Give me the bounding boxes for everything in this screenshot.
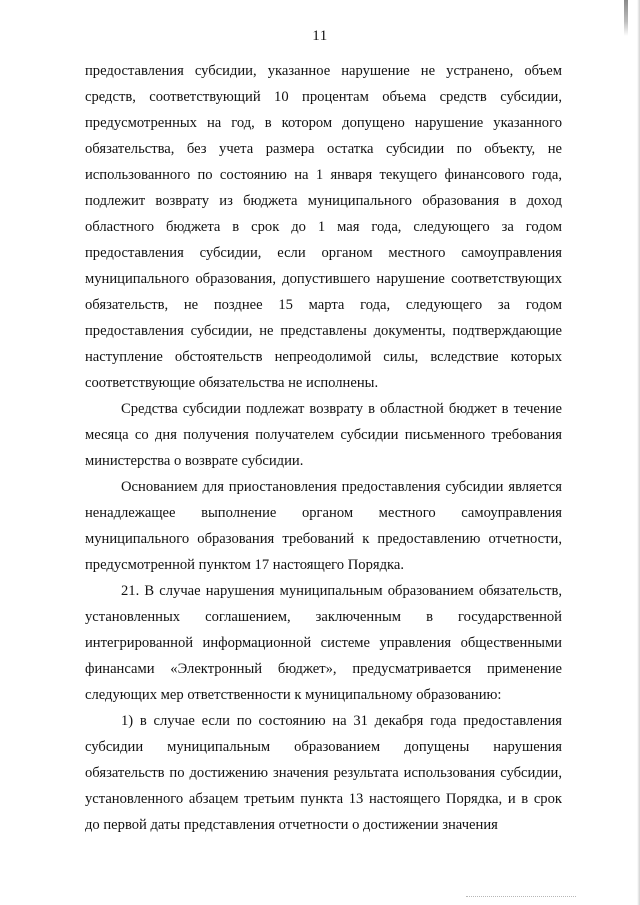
scan-bottom-mark <box>466 896 576 899</box>
paragraph-refund-terms: Средства субсидии подлежат возврату в областной бюджет в течение месяца со дня получения получателем субсидии письменного требования министерства о возврате субсидии. <box>85 401 562 469</box>
document-body <box>85 58 562 838</box>
paragraph-item-21: 21. В случае нарушения муниципальным образованием обязательств, установленных соглашением, заключенным в государственной интегрированной информационной системе управления общественными финансами «Электронный бюджет», предусматривается применение следующих мер ответственности к муниципальному образованию: <box>85 583 562 703</box>
paragraph-suspension-grounds: Основанием для приостановления предоставления субсидии является ненадлежащее выполнение органом местного самоуправления муниципального образования требований к предоставлению отчетности, предусмотренной пунктом 17 настоящего Порядка. <box>85 479 562 573</box>
paragraph-subitem-1: 1) в случае если по состоянию на 31 декабря года предоставления субсидии муниципальным образованием допущены нарушения обязательств по достижению значения результата использования субсидии, установленного абзацем третьим пункта 13 настоящего Порядка, и в срок до первой даты представления отчетности о достижении значения <box>85 713 562 833</box>
page-number: 11 <box>312 28 328 44</box>
paragraph-continuation: предоставления субсидии, указанное нарушение не устранено, объем средств, соответствующий 10 процентам объема средств субсидии, предусмотренных на год, в котором допущено нарушение указанного обязательства, без учета размера остатка субсидии по объекту, не использованного по состоянию на 1 января текущего финансового года, подлежит возврату из бюджета муниципального образования в доход областного бюджета в срок до 1 мая года, следующего за годом предоставления субсидии, если органом местного самоуправления муниципального образования, допустившего нарушение соответствующих обязательств, не позднее 15 марта года, следующего за годом предоставления субсидии, не представлены документы, подтверждающие наступление обстоятельств непреодолимой силы, вследствие которых соответствующие обязательства не исполнены. <box>85 63 562 391</box>
